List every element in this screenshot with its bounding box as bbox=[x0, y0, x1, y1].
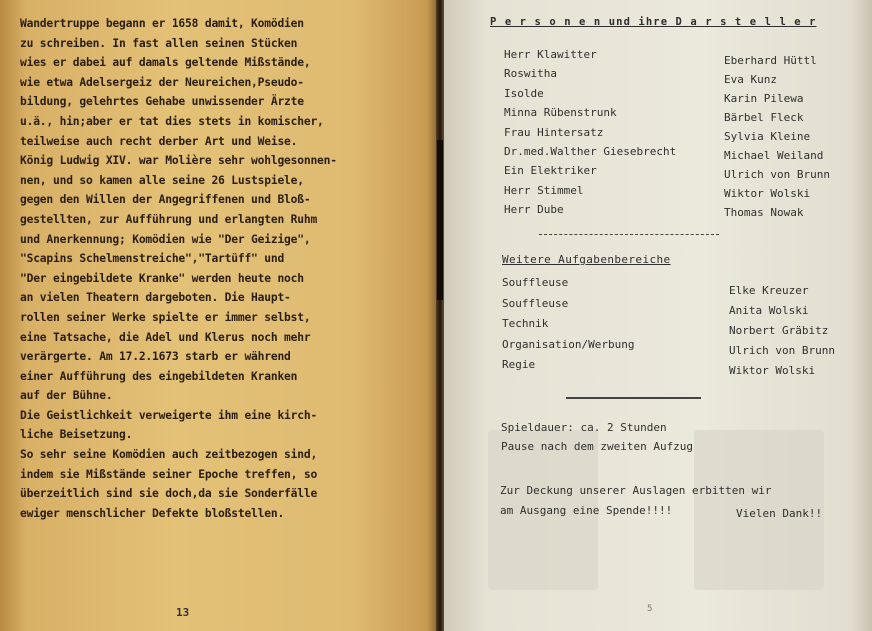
text-line: einer Aufführung des eingebildeten Kranken bbox=[20, 369, 298, 383]
text-line: Die Geistlichkeit verweigerte ihm eine kirch- bbox=[20, 408, 318, 422]
text-line: wies er dabei auf damals geltende Mißstände, bbox=[20, 56, 311, 70]
list-item: Ein Elektriker bbox=[504, 164, 597, 178]
text-line: liche Beisetzung. bbox=[20, 428, 133, 442]
list-item: Souffleuse bbox=[502, 276, 569, 289]
list-item: Ulrich von Brunn bbox=[729, 344, 835, 357]
text-line: indem sie Mißstände seiner Epoche treffen, so bbox=[20, 467, 318, 481]
list-item: Wiktor Wolski bbox=[724, 187, 811, 200]
pause-line: Pause nach dem zweiten Aufzug bbox=[501, 440, 694, 453]
text-line: So sehr seine Komödien auch zeitbezogen sind, bbox=[20, 448, 318, 462]
list-item: Ulrich von Brunn bbox=[724, 168, 830, 181]
list-item: Eberhard Hüttl bbox=[724, 54, 817, 67]
text-line: rollen seiner Werke spielte er immer selbst, bbox=[20, 310, 311, 324]
tasks-people-list bbox=[729, 281, 835, 381]
text-line: gestellten, zur Aufführung und erlangten Ruhm bbox=[20, 212, 318, 226]
list-item: Elke Kreuzer bbox=[729, 284, 809, 297]
list-item: Technik bbox=[502, 317, 549, 331]
cast-title: P e r s o n e n und ihre D a r s t e l l e r bbox=[490, 16, 817, 28]
list-item: Eva Kunz bbox=[724, 73, 777, 86]
list-item: Wiktor Wolski bbox=[729, 364, 816, 377]
tasks-heading: Weitere Aufgabenbereiche bbox=[502, 253, 671, 266]
duration-line: Spieldauer: ca. 2 Stunden bbox=[501, 421, 667, 434]
list-item: Herr Klawitter bbox=[504, 48, 597, 61]
text-line: teilweise auch recht derber Art und Weise. bbox=[20, 134, 298, 148]
text-line: zu schreiben. In fast allen seinen Stücken bbox=[20, 36, 298, 50]
list-item: Thomas Nowak bbox=[724, 206, 804, 219]
text-line: Wandertruppe begann er 1658 damit, Komödien bbox=[20, 17, 304, 30]
list-item: Dr.med.Walther Giesebrecht bbox=[504, 145, 677, 159]
list-item: Souffleuse bbox=[502, 296, 569, 310]
left-page-number: 13 bbox=[176, 606, 190, 619]
list-item: Herr Dube bbox=[504, 203, 564, 217]
list-item: Michael Weiland bbox=[724, 149, 824, 162]
text-line: "Der eingebildete Kranke" werden heute noch bbox=[20, 271, 304, 285]
gutter-shadow bbox=[437, 140, 443, 300]
text-line: wie etwa Adelsergeiz der Neureichen,Pseudo- bbox=[20, 75, 304, 89]
list-item: Sylvia Kleine bbox=[724, 130, 811, 143]
list-item: Minna Rübenstrunk bbox=[504, 106, 617, 120]
tasks-roles-list bbox=[502, 273, 634, 376]
book-gutter bbox=[436, 0, 444, 631]
list-item: Regie bbox=[502, 358, 536, 372]
text-line: ewiger menschlicher Defekte bloßstellen. bbox=[20, 506, 285, 520]
note-line: am Ausgang eine Spende!!!! bbox=[500, 504, 673, 517]
text-line: u.ä., hin;aber er tat dies stets in komischer, bbox=[20, 114, 324, 128]
text-line: verärgerte. Am 17.2.1673 starb er während bbox=[20, 350, 291, 364]
list-item: Frau Hintersatz bbox=[504, 125, 604, 139]
text-line: König Ludwig XIV. war Molière sehr wohlgesonnen- bbox=[20, 154, 337, 168]
list-item: Bärbel Fleck bbox=[724, 111, 804, 124]
cast-roles-list bbox=[504, 45, 676, 220]
duration-info bbox=[501, 418, 693, 456]
donation-note bbox=[500, 481, 772, 521]
text-line: eine Tatsache, die Adel und Klerus noch mehr bbox=[20, 330, 311, 344]
thanks-text: Vielen Dank!! bbox=[736, 507, 823, 520]
list-item: Organisation/Werbung bbox=[502, 337, 635, 351]
biography-text bbox=[20, 14, 425, 523]
list-item: Herr Stimmel bbox=[504, 183, 584, 197]
text-line: gegen den Willen der Angegriffenen und Bloß- bbox=[20, 193, 311, 207]
section-divider bbox=[566, 397, 701, 399]
list-item: Karin Pilewa bbox=[724, 92, 804, 105]
text-line: "Scapins Schelmenstreiche","Tartüff" und bbox=[20, 252, 285, 266]
list-item: Isolde bbox=[504, 86, 544, 100]
text-line: und Anerkennung; Komödien wie "Der Geizige", bbox=[20, 232, 311, 246]
text-line: bildung, gelehrtes Gehabe unwissender Ärzte bbox=[20, 95, 304, 109]
list-item: Roswitha bbox=[504, 67, 557, 81]
list-item: Anita Wolski bbox=[729, 304, 809, 317]
text-line: auf der Bühne. bbox=[20, 389, 113, 403]
cast-actors-list bbox=[724, 51, 830, 222]
section-divider bbox=[539, 234, 719, 235]
right-page-number: 5 bbox=[647, 604, 653, 614]
text-line: überzeitlich sind sie doch,da sie Sonderfälle bbox=[20, 487, 318, 501]
text-line: an vielen Theatern dargeboten. Die Haupt- bbox=[20, 291, 291, 305]
text-line: nen, und so kamen alle seine 26 Lustspiele, bbox=[20, 173, 304, 187]
list-item: Norbert Gräbitz bbox=[729, 324, 829, 337]
note-line: Zur Deckung unserer Auslagen erbitten wir bbox=[500, 484, 772, 497]
right-page bbox=[444, 0, 872, 631]
